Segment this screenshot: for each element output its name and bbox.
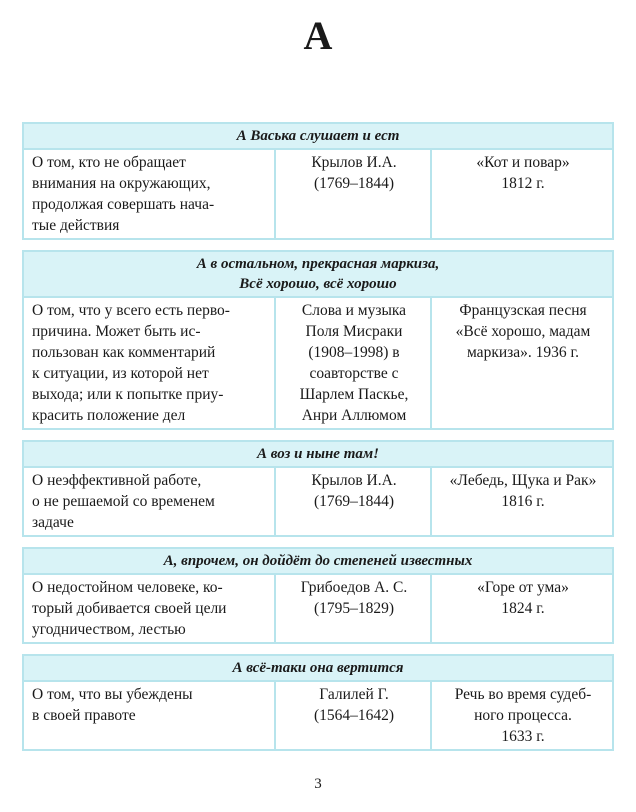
phrase-row [24,298,612,428]
author-cell [274,575,430,642]
source-cell [430,468,612,535]
meaning-line: тые действия [32,217,120,234]
phrase-title [24,442,612,468]
phrase-entry [22,547,614,644]
meaning-line: О том, кто не обращает [32,154,186,171]
author-line: соавторстве с [309,365,399,382]
source-line: 1824 г. [501,600,545,617]
meaning-cell [24,150,274,238]
author-line: Грибоедов А. С. [300,579,408,596]
author-line: (1908–1998) в [308,344,400,361]
phrase-entry [22,122,614,240]
author-cell [274,298,430,428]
phrase-title [24,124,612,150]
source-cell [430,150,612,238]
phrase-entry [22,654,614,751]
meaning-line: о не решаемой со временем [32,493,215,510]
author-line: Галилей Г. [319,686,389,703]
meaning-line: причина. Может быть ис- [32,323,201,340]
author-cell [274,150,430,238]
phrase-row [24,575,612,642]
phrase-row [24,468,612,535]
meaning-cell [24,575,274,642]
meaning-line: пользован как комментарий [32,344,216,361]
meaning-cell [24,682,274,749]
meaning-line: угодничеством, лестью [32,621,186,638]
source-cell [430,575,612,642]
author-line: Анри Аллюмом [301,407,407,424]
author-line: (1769–1844) [313,493,395,510]
section-letter: А [303,13,333,58]
source-line: «Кот и повар» [476,154,570,171]
author-line: Крылов И.А. [311,154,397,171]
phrase-row [24,682,612,749]
source-cell [430,682,612,749]
meaning-line: к ситуации, из которой нет [32,365,209,382]
meaning-line: О том, что у всего есть перво- [32,302,230,319]
author-cell [274,468,430,535]
source-line: ного процесса. [474,707,572,724]
source-line: «Горе от ума» [477,579,569,596]
phrase-title-line: А Васька слушает и ест [236,128,400,144]
meaning-line: красить положение дел [32,407,186,424]
source-line: «Лебедь, Щука и Рак» [449,472,597,489]
phrase-entry [22,440,614,537]
meaning-line: торый добивается своей цели [32,600,227,617]
meaning-line: в своей правоте [32,707,136,724]
source-line: «Всё хорошо, мадам [455,323,591,340]
author-line: Слова и музыка [301,302,407,319]
author-line: (1769–1844) [313,175,395,192]
meaning-line: О том, что вы убеждены [32,686,193,703]
phrase-title [24,656,612,682]
author-line: (1795–1829) [313,600,395,617]
source-line: Речь во время судеб- [454,686,592,703]
author-line: Крылов И.А. [311,472,397,489]
meaning-line: задаче [32,514,74,531]
phrase-title [24,549,612,575]
author-line: Поля Мисраки [305,323,403,340]
phrase-title [24,252,612,298]
phrase-row [24,150,612,238]
meaning-cell [24,298,274,428]
source-line: Французская песня [459,302,587,319]
meaning-line: продолжая совершать нача- [32,196,215,213]
meaning-line: внимания на окружающих, [32,175,211,192]
page-number: 3 [314,776,322,792]
meaning-line: О недостойном человеке, ко- [32,579,223,596]
phrase-title-line: А в остальном, прекрасная маркиза, [196,256,440,272]
phrase-entries [22,122,614,761]
source-line: маркиза». 1936 г. [466,344,580,361]
source-line: 1812 г. [501,175,545,192]
author-line: Шарлем Паскье, [299,386,409,403]
phrase-title-line: Всё хорошо, всё хорошо [239,276,397,292]
phrase-entry [22,250,614,430]
meaning-line: выхода; или к попытке приу- [32,386,224,403]
meaning-cell [24,468,274,535]
phrase-title-line: А воз и ныне там! [256,446,379,462]
author-cell [274,682,430,749]
source-cell [430,298,612,428]
phrase-title-line: А всё-таки она вертится [232,660,404,676]
meaning-line: О неэффективной работе, [32,472,202,489]
source-line: 1816 г. [501,493,545,510]
author-line: (1564–1642) [313,707,395,724]
phrase-title-line: А, впрочем, он дойдёт до степеней известных [163,553,473,569]
source-line: 1633 г. [501,728,545,745]
